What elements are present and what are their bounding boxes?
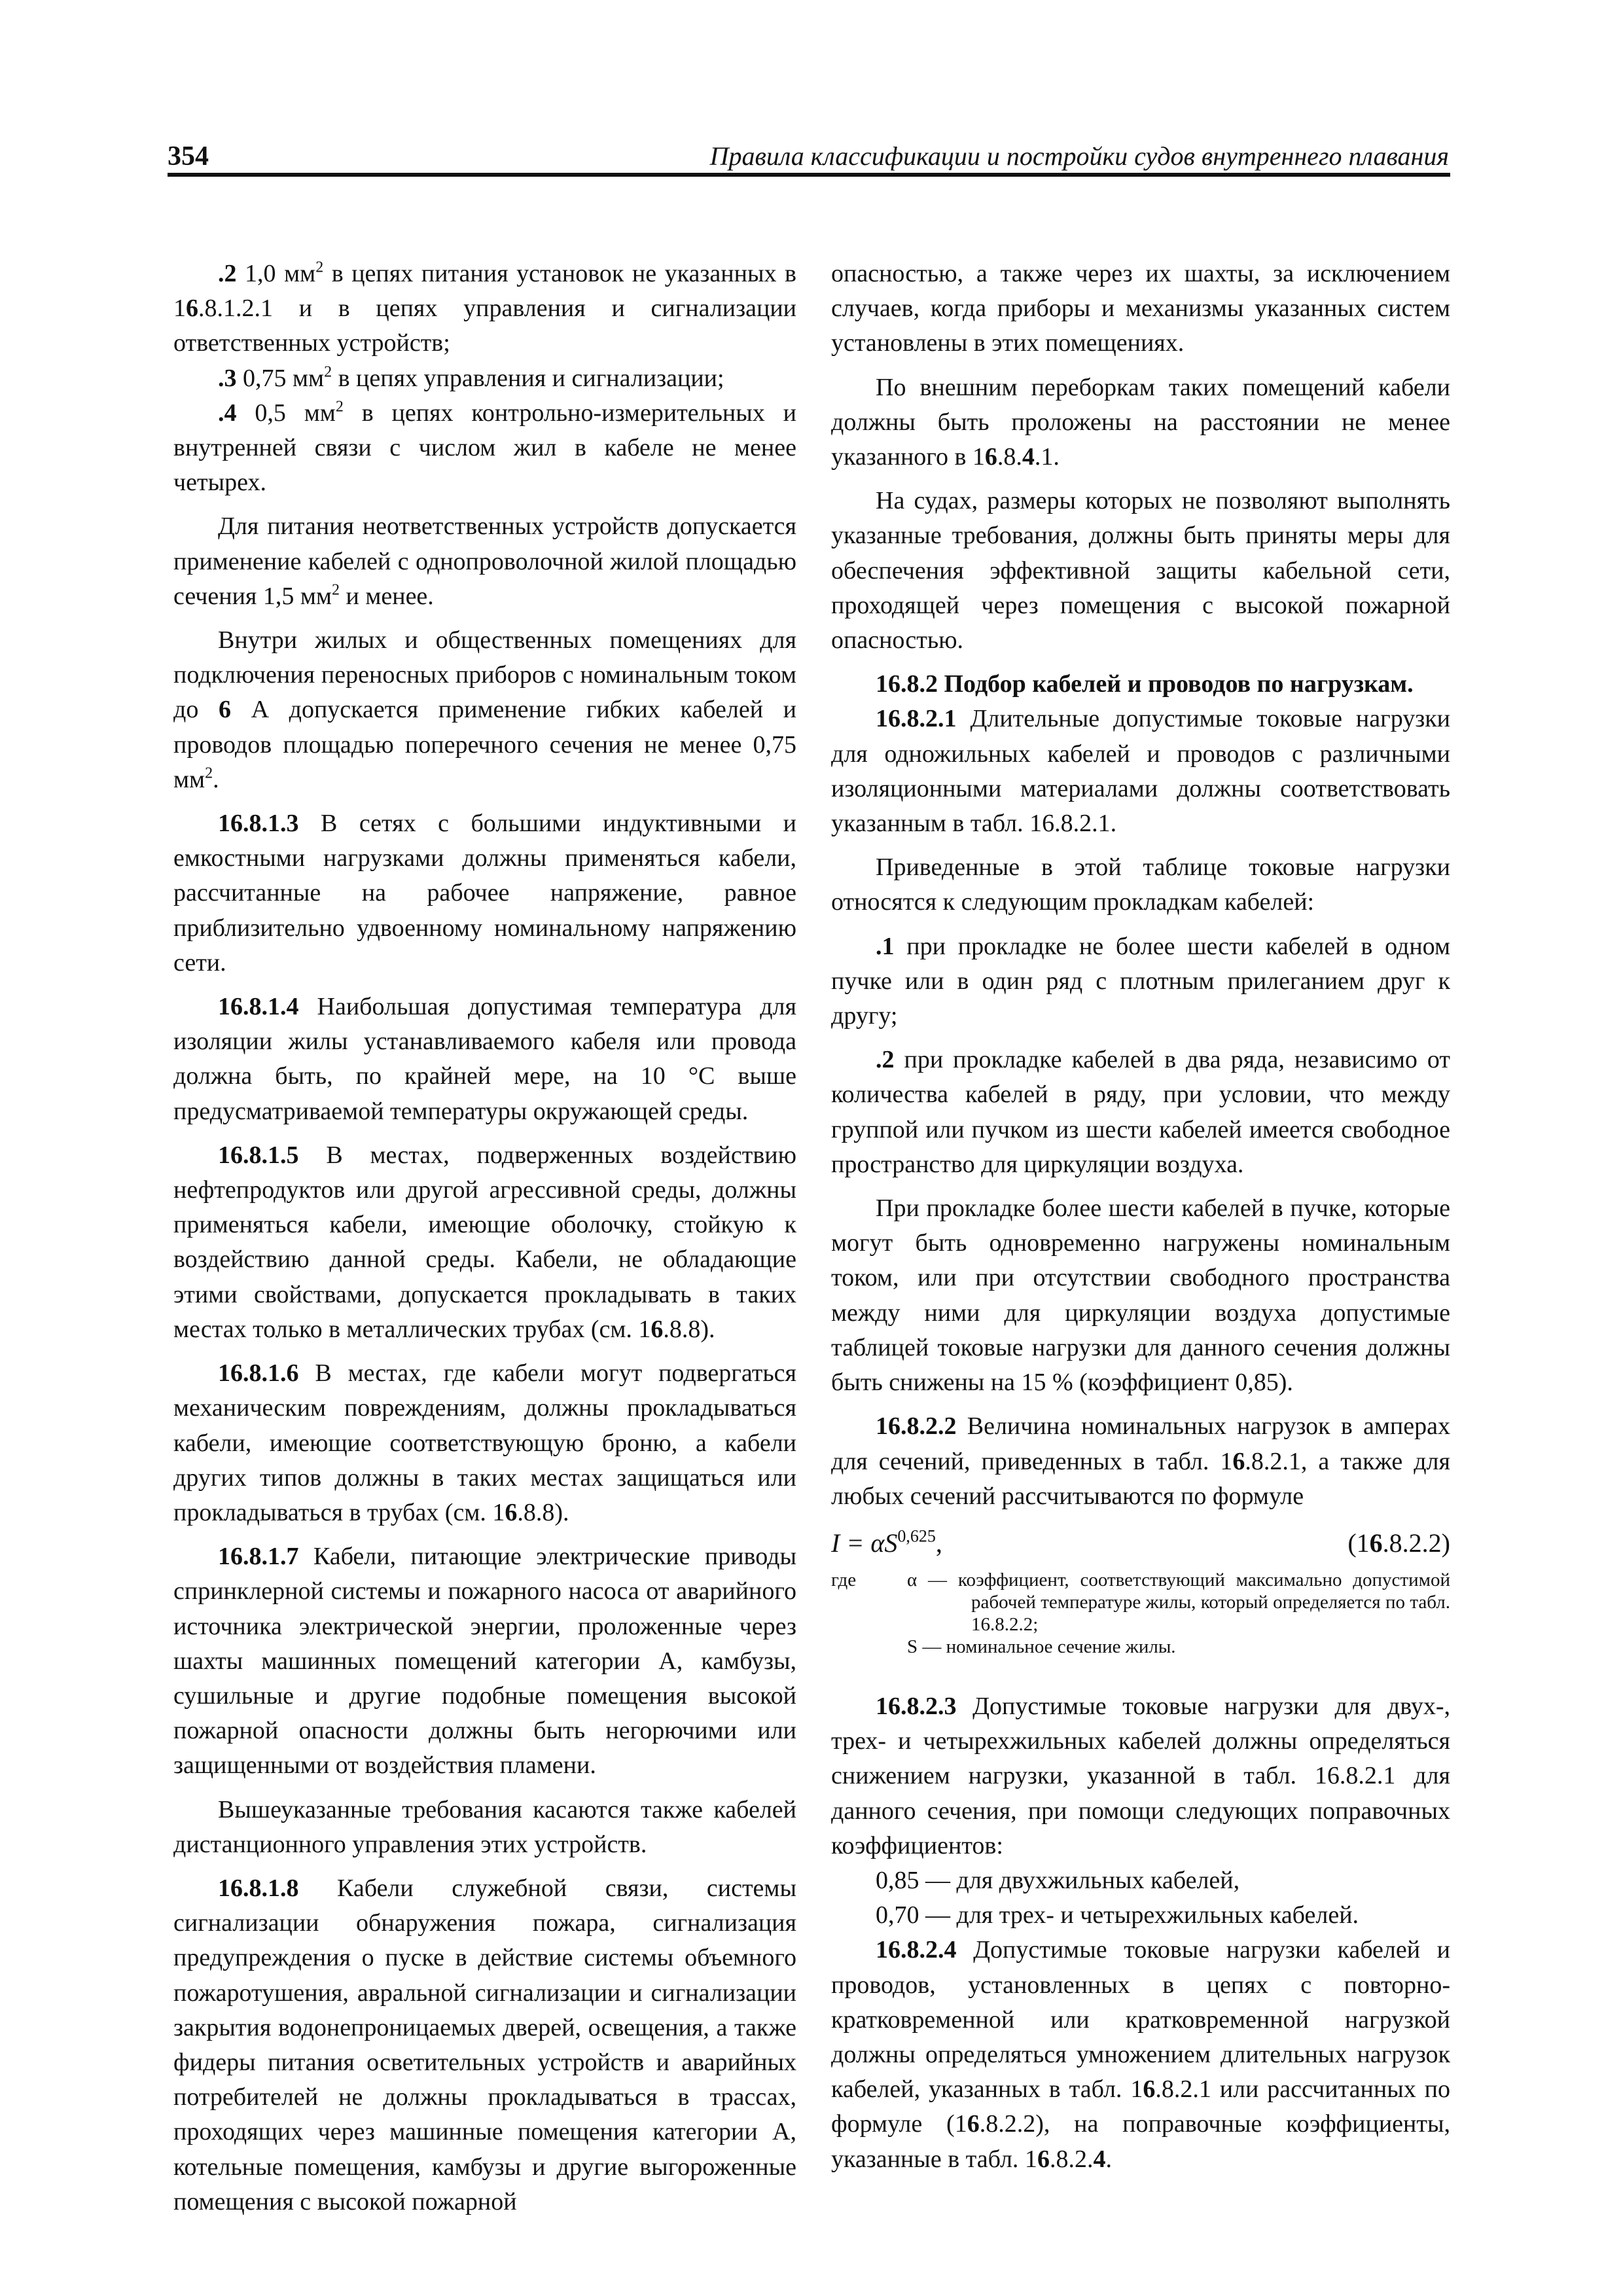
formula bbox=[831, 1523, 1450, 1565]
paragraph: 16.8.1.4 Наибольшая допустимая температура для изоляции жилы устанавливаемого кабеля или провода должна быть, по крайней мере, на 10 °С выше предусматриваемой температуры окружающей среды. bbox=[173, 993, 796, 1125]
paragraph: 16.8.2.1 Длительные допустимые токовые нагрузки для одножильных кабелей и проводов с различными изоляционными материалами должны соответствовать указанным в табл. 16.8.2.1. bbox=[831, 705, 1450, 838]
page-number: 354 bbox=[168, 141, 209, 171]
legend-alpha: α — коэффициент, соответствующий максимально допустимой рабочей температуре жилы, который определяется по табл. 16.8.2.2; bbox=[907, 1569, 1450, 1635]
paragraph: .1 при прокладке не более шести кабелей в одном пучке или в один ряд с плотным прилеганием друг к другу; bbox=[831, 932, 1450, 1030]
paragraph: Вышеуказанные требования касаются также кабелей дистанционного управления этих устройств. bbox=[173, 1795, 796, 1858]
header-rule bbox=[168, 173, 1450, 177]
paragraph: По внешним переборкам таких помещений кабели должны быть проложены на расстоянии не менее указанного в 16.8.4.1. bbox=[831, 373, 1450, 471]
right-column bbox=[831, 257, 1450, 2177]
paragraph: На судах, размеры которых не позволяют выполнять указанные требования, должны быть приняты меры для обеспечения эффективной защиты кабельной сети, проходящей через помещения с высокой пожарной опасностью. bbox=[831, 487, 1450, 655]
paragraph: 0,85 — для двухжильных кабелей, bbox=[876, 1866, 1240, 1894]
paragraph: 16.8.2.3 Допустимые токовые нагрузки для двух-, трех- и четырехжильных кабелей должны определяться снижением нагрузки, указанной в табл. 16.8.2.1 для данного сечения, при помощи следующих поправочных коэффициентов: bbox=[831, 1692, 1450, 1859]
paragraph: .2 1,0 $мм^2$ в цепях питания установок не указанных в 16.8.1.2.1 и в цепях управления и сигнализации ответственных устройств; bbox=[173, 259, 796, 357]
spacer bbox=[831, 1658, 1450, 1689]
paragraph: 16.8.2.2 Величина номинальных нагрузок в амперах для сечений, приведенных в табл. 16.8.2.1, а также для любых сечений рассчитываются по формуле bbox=[831, 1412, 1450, 1510]
paragraph: 16.8.1.7 Кабели, питающие электрические приводы спринклерной системы и пожарного насоса от аварийного источника электрической энергии, проложенные через шахты машинных помещений категории А, камбузы, сушильные и другие подобные помещения высокой пожарной опасности должны быть негорючими или защищенными от воздействия пламени. bbox=[173, 1543, 796, 1780]
paragraph: 16.8.2.4 Допустимые токовые нагрузки кабелей и проводов, установленных в цепях с повторно-кратковременной или кратковременной нагрузкой должны определяться умножением длительных нагрузок кабелей, указанных в табл. 16.8.2.1 или рассчитанных по формуле (16.8.2.2), на поправочные коэффициенты, указанные в табл. 16.8.2.4. bbox=[831, 1936, 1450, 2173]
paragraph: При прокладке более шести кабелей в пучке, которые могут быть одновременно нагружены номинальным током, или при отсутствии свободного пространства между ними для циркуляции воздуха допустимые таблицей токовые нагрузки для данного сечения должны быть снижены на 15 % (коэффициент 0,85). bbox=[831, 1194, 1450, 1397]
formula-expression: I = αS$^{0,625}$, bbox=[831, 1526, 942, 1558]
paragraph: Внутри жилых и общественных помещениях для подключения переносных приборов с номинальным током до 6 А допускается применение гибких кабелей и проводов площадью поперечного сечения не менее 0,75 $мм^2$. bbox=[173, 626, 796, 793]
paragraph: 16.8.1.3 В сетях с большими индуктивными и емкостными нагрузками должны применяться кабели, рассчитанные на рабочее напряжение, равное приблизительно удвоенному номинальному напряжению сети. bbox=[173, 810, 796, 977]
legend-label: где bbox=[831, 1569, 857, 1590]
left-column bbox=[173, 257, 796, 2219]
section-heading: 16.8.2 Подбор кабелей и проводов по нагрузкам. bbox=[876, 670, 1414, 698]
formula-number: (16.8.2.2) bbox=[1347, 1528, 1450, 1558]
paragraph: 16.8.1.5 В местах, подверженных воздействию нефтепродуктов или другой агрессивной среды, должны применяться кабели, имеющие оболочку, стойкую к воздействию данной среды. Кабели, не обладающие этими свойствами, допускается прокладывать в таких местах только в металлических трубах (см. 16.8.8). bbox=[173, 1141, 796, 1343]
paragraph: Приведенные в этой таблице токовые нагрузки относятся к следующим прокладкам кабелей: bbox=[831, 853, 1450, 916]
paragraph: .3 0,75 $мм^2$ в цепях управления и сигнализации; bbox=[218, 363, 724, 392]
paragraph: Для питания неответственных устройств допускается применение кабелей с однопроволочной жилой площадью сечения 1,5 $мм^2$ и менее. bbox=[173, 512, 796, 610]
paragraph: 16.8.1.6 В местах, где кабели могут подвергаться механическим повреждениям, должны прокладываться кабели, имеющие соответствующую броню, а кабели других типов должны в таких местах защищаться или прокладываться в трубах (см. 16.8.8). bbox=[173, 1359, 796, 1526]
paragraph: .4 0,5 $мм^2$ в цепях контрольно-измерительных и внутренней связи с числом жил в кабеле не менее четырех. bbox=[173, 398, 796, 497]
paragraph: 0,70 — для трех- и четырехжильных кабелей. bbox=[876, 1901, 1359, 1929]
formula-legend bbox=[831, 1569, 1450, 1658]
legend-s: S — номинальное сечение жилы. bbox=[907, 1636, 1176, 1657]
paragraph: 16.8.1.8 Кабели служебной связи, системы сигнализации обнаружения пожара, сигнализация предупреждения о пуске в действие системы объемного пожаротушения, авральной сигнализации и сигнализации закрытия водонепроницаемых дверей, освещения, а также фидеры питания осветительных устройств и аварийных потребителей не должны прокладываться в трассах, проходящих через машинные помещения категории А, котельные помещения, камбузы и другие выгороженные помещения с высокой пожарной bbox=[173, 1874, 796, 2215]
running-title: Правила классификации и постройки судов внутреннего плавания bbox=[709, 141, 1449, 171]
paragraph: опасностью, а также через их шахты, за исключением случаев, когда приборы и механизмы указанных систем установлены в этих помещениях. bbox=[831, 260, 1450, 357]
paragraph: .2 при прокладке кабелей в два ряда, независимо от количества кабелей в ряду, при условии, что между группой или пучком из шести кабелей имеется свободное пространство для циркуляции воздуха. bbox=[831, 1046, 1450, 1178]
